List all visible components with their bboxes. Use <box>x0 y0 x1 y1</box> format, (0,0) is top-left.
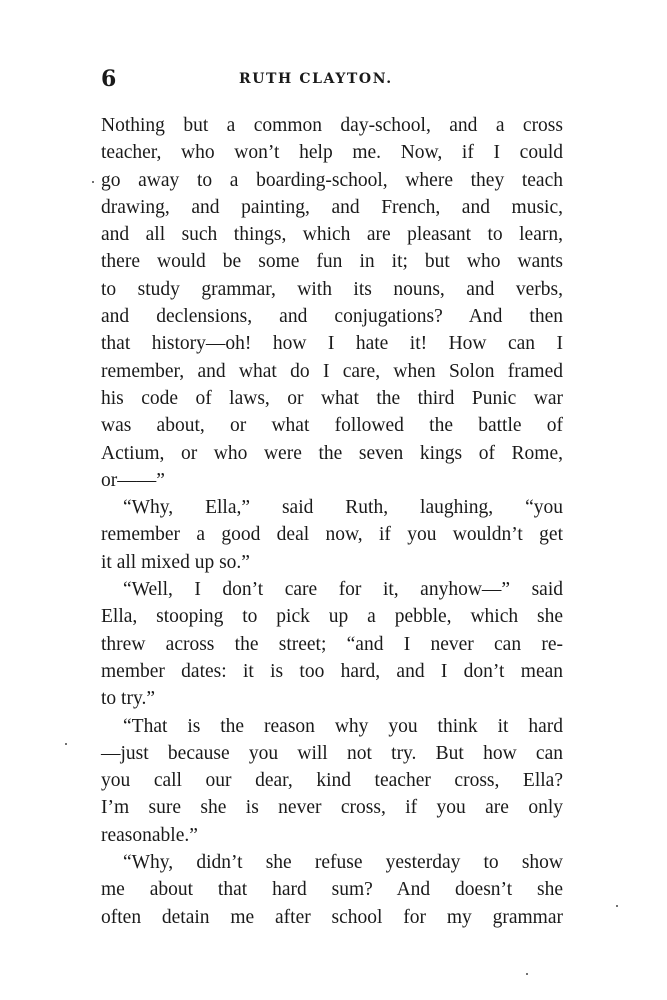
text-line: “That is the reason why you think it hard <box>123 715 563 737</box>
text-line: —just because you will not try. But how can <box>101 742 563 764</box>
text-line: was about, or what followed the battle of <box>101 415 563 437</box>
text-line: I’m sure she is never cross, if you are only <box>101 797 563 819</box>
text-line: Nothing but a common day-school, and a cross <box>101 115 563 136</box>
print-speck <box>526 973 528 975</box>
text-line: and all such things, which are pleasant to learn, <box>101 224 563 246</box>
text-line: “Well, I don’t care for it, anyhow—” said <box>123 579 563 601</box>
print-speck <box>92 181 94 183</box>
print-speck <box>616 905 618 907</box>
text-line: or——” <box>101 469 165 491</box>
text-line: it all mixed up so.” <box>101 551 250 573</box>
print-speck <box>65 743 67 745</box>
text-line: that history—oh! how I hate it! How can I <box>101 333 563 355</box>
text-line: remember, and what do I care, when Solon framed <box>101 360 563 382</box>
text-line: threw across the street; “and I never can re- <box>101 633 563 655</box>
text-line: “Why, didn’t she refuse yesterday to show <box>123 852 563 874</box>
running-head: RUTH CLAYTON. <box>239 71 393 87</box>
page-header <box>101 66 561 96</box>
text-line: to try.” <box>101 688 155 710</box>
text-line: Ella, stooping to pick up a pebble, which she <box>101 606 563 628</box>
text-line: remember a good deal now, if you wouldn’t get <box>101 524 563 546</box>
text-line: drawing, and painting, and French, and music, <box>101 196 563 218</box>
text-line: you call our dear, kind teacher cross, Ella? <box>101 770 563 792</box>
text-line: go away to a boarding-school, where they teach <box>101 169 563 191</box>
text-line: there would be some fun in it; but who wants <box>101 251 563 273</box>
text-line: and declensions, and conjugations? And then <box>101 306 563 328</box>
page-number: 6 <box>101 66 117 92</box>
text-line: me about that hard sum? And doesn’t she <box>101 879 563 901</box>
text-line: “Why, Ella,” said Ruth, laughing, “you <box>123 497 563 519</box>
text-line: to study grammar, with its nouns, and verbs, <box>101 278 563 300</box>
text-line: member dates: it is too hard, and I don’t mean <box>101 660 563 682</box>
text-line: reasonable.” <box>101 824 198 846</box>
text-line: Actium, or who were the seven kings of Rome, <box>101 442 563 464</box>
text-line: teacher, who won’t help me. Now, if I could <box>101 142 563 164</box>
text-line: his code of laws, or what the third Punic war <box>101 387 563 409</box>
text-line: often detain me after school for my grammar <box>101 906 563 928</box>
body-text <box>101 112 563 931</box>
